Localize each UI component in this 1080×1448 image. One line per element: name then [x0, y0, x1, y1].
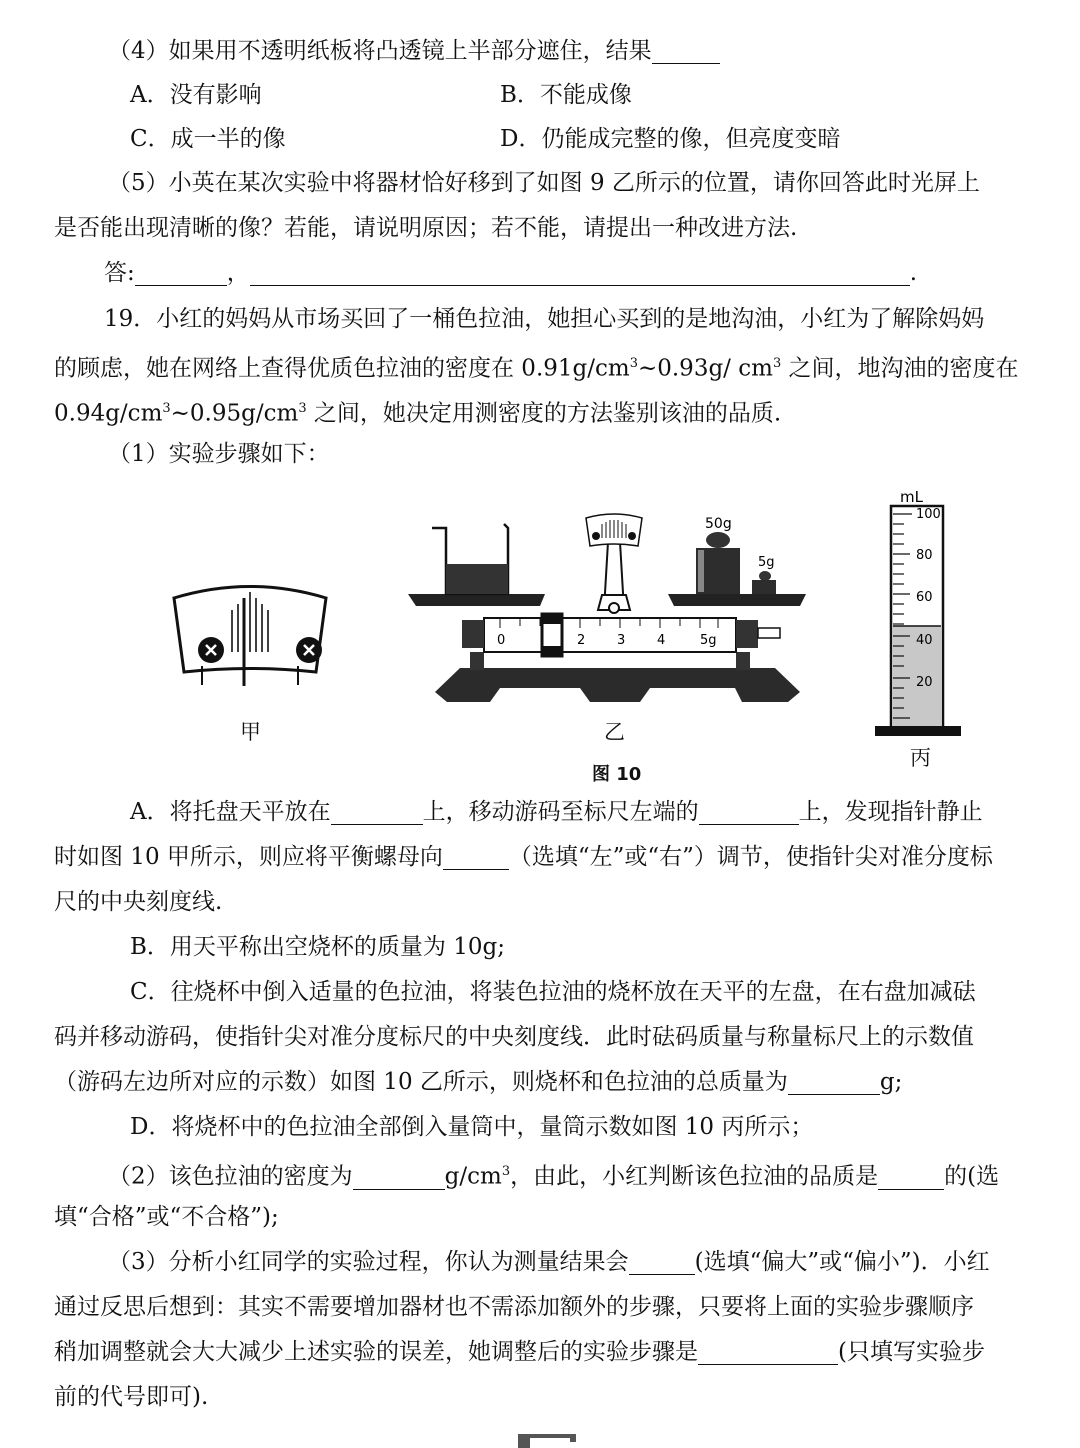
blank-total-mass[interactable] [788, 1072, 880, 1095]
q19-3-line2: 通过反思后想到：其实不需要增加器材也不需添加额外的步骤，只要将上面的实验步骤顺序 [54, 1294, 974, 1320]
svg-text:20: 20 [916, 675, 933, 690]
option-b: B．不能成像 [500, 82, 632, 108]
q18-4-stem: （4）如果用不透明纸板将凸透镜上半部分遮住，结果 [108, 38, 652, 64]
q19-2-line2: 填“合格”或“不合格”); [54, 1204, 279, 1230]
blank-bias[interactable] [629, 1252, 695, 1275]
q19-1-title: （1）实验步骤如下： [108, 441, 330, 467]
svg-text:3: 3 [617, 633, 626, 648]
q19-2-line1: （2）该色拉油的密度为 $g/cm^3$，由此，小红判断该色拉油的品质是 的(选 [108, 1163, 1000, 1190]
svg-text:0: 0 [497, 633, 506, 648]
step-c-line3: （游码左边所对应的示数）如图 10 乙所示，则烧杯和色拉油的总质量为 g; [54, 1069, 903, 1095]
answer-blank-2[interactable] [250, 263, 910, 286]
pointer-scale-jia [174, 587, 326, 687]
blank-zero-mark[interactable] [699, 802, 799, 825]
blank-density[interactable] [353, 1167, 445, 1190]
svg-text:mL: mL [900, 488, 923, 506]
blank-quality[interactable] [878, 1167, 944, 1190]
blank-place[interactable] [331, 802, 423, 825]
q19-3-line1: （3）分析小红同学的实验过程，你认为测量结果会 (选填“偏大”或“偏小”)．小红 [108, 1249, 990, 1275]
figure-caption: 图 10 [592, 764, 642, 785]
svg-text:2: 2 [577, 633, 586, 648]
svg-text:50g: 50g [705, 516, 732, 532]
svg-text:40: 40 [916, 633, 933, 648]
option-c: C．成一半的像 [130, 126, 286, 152]
q19-line1: 19．小红的妈妈从市场买回了一桶色拉油，她担心买到的是地沟油，小红为了解除妈妈 [104, 306, 985, 332]
q18-5-line2: 是否能出现清晰的像？若能，请说明原因；若不能，请提出一种改进方法. [54, 215, 798, 241]
answer-prefix: 答: [104, 260, 135, 286]
step-d: D．将烧杯中的色拉油全部倒入量筒中，量筒示数如图 10 丙所示； [130, 1114, 814, 1140]
svg-text:80: 80 [916, 548, 933, 563]
step-c-line2: 码并移动游码，使指针尖对准分度标尺的中央刻度线．此时砝码质量与称量标尺上的示数值 [54, 1024, 974, 1050]
step-a-line2: 时如图 10 甲所示，则应将平衡螺母向 （选填“左”或“右”）调节，使指针尖对准分度标 [54, 844, 993, 870]
q18-5-line1: （5）小英在某次实验中将器材恰好移到了如图 9 乙所示的位置，请你回答此时光屏上 [108, 170, 980, 196]
svg-text:60: 60 [916, 590, 933, 605]
step-c-line1: C．往烧杯中倒入适量的色拉油，将装色拉油的烧杯放在天平的左盘，在右盘加减砝 [130, 979, 976, 1005]
option-a: A．没有影响 [130, 82, 262, 108]
label-yi: 乙 [604, 720, 625, 744]
balance-yi [408, 514, 806, 702]
label-bing: 丙 [910, 746, 931, 770]
page-number-mark [512, 1428, 582, 1448]
label-jia: 甲 [240, 720, 261, 744]
svg-text:5g: 5g [758, 555, 775, 570]
q19-line2: 的顾虑，她在网络上查得优质色拉油的密度在 $0.91g/cm^3\sim 0.93g/$ $cm^3$ 之间，地沟油的密度在 [54, 355, 1019, 382]
graduated-cylinder-bing [875, 488, 961, 736]
answer-blank-1[interactable] [135, 263, 227, 286]
blank-step-order[interactable] [698, 1342, 838, 1365]
answer-blank[interactable] [652, 41, 720, 64]
svg-text:100: 100 [916, 507, 941, 522]
q18-5-answer-line: 答: ， . [104, 260, 918, 286]
q19-3-line3: 稍加调整就会大大减少上述实验的误差，她调整后的实验步骤是 (只填写实验步 [54, 1339, 985, 1365]
blank-direction[interactable] [443, 847, 509, 870]
q19-line3: $0.94g/cm^3\sim 0.95g/cm^3$ 之间，她决定用测密度的方法鉴别该油的品质. [54, 400, 782, 427]
svg-text:4: 4 [657, 633, 666, 648]
q19-3-line4: 前的代号即可). [54, 1384, 209, 1410]
step-a-line1: A．将托盘天平放在 上，移动游码至标尺左端的 上，发现指针静止 [130, 799, 983, 825]
step-a-line3: 尺的中央刻度线. [54, 889, 223, 915]
step-b: B．用天平称出空烧杯的质量为 10g; [130, 934, 505, 960]
option-d: D．仍能成完整的像，但亮度变暗 [500, 126, 841, 152]
svg-text:5g: 5g [700, 633, 717, 648]
q18-4-stem-line [108, 36, 720, 66]
